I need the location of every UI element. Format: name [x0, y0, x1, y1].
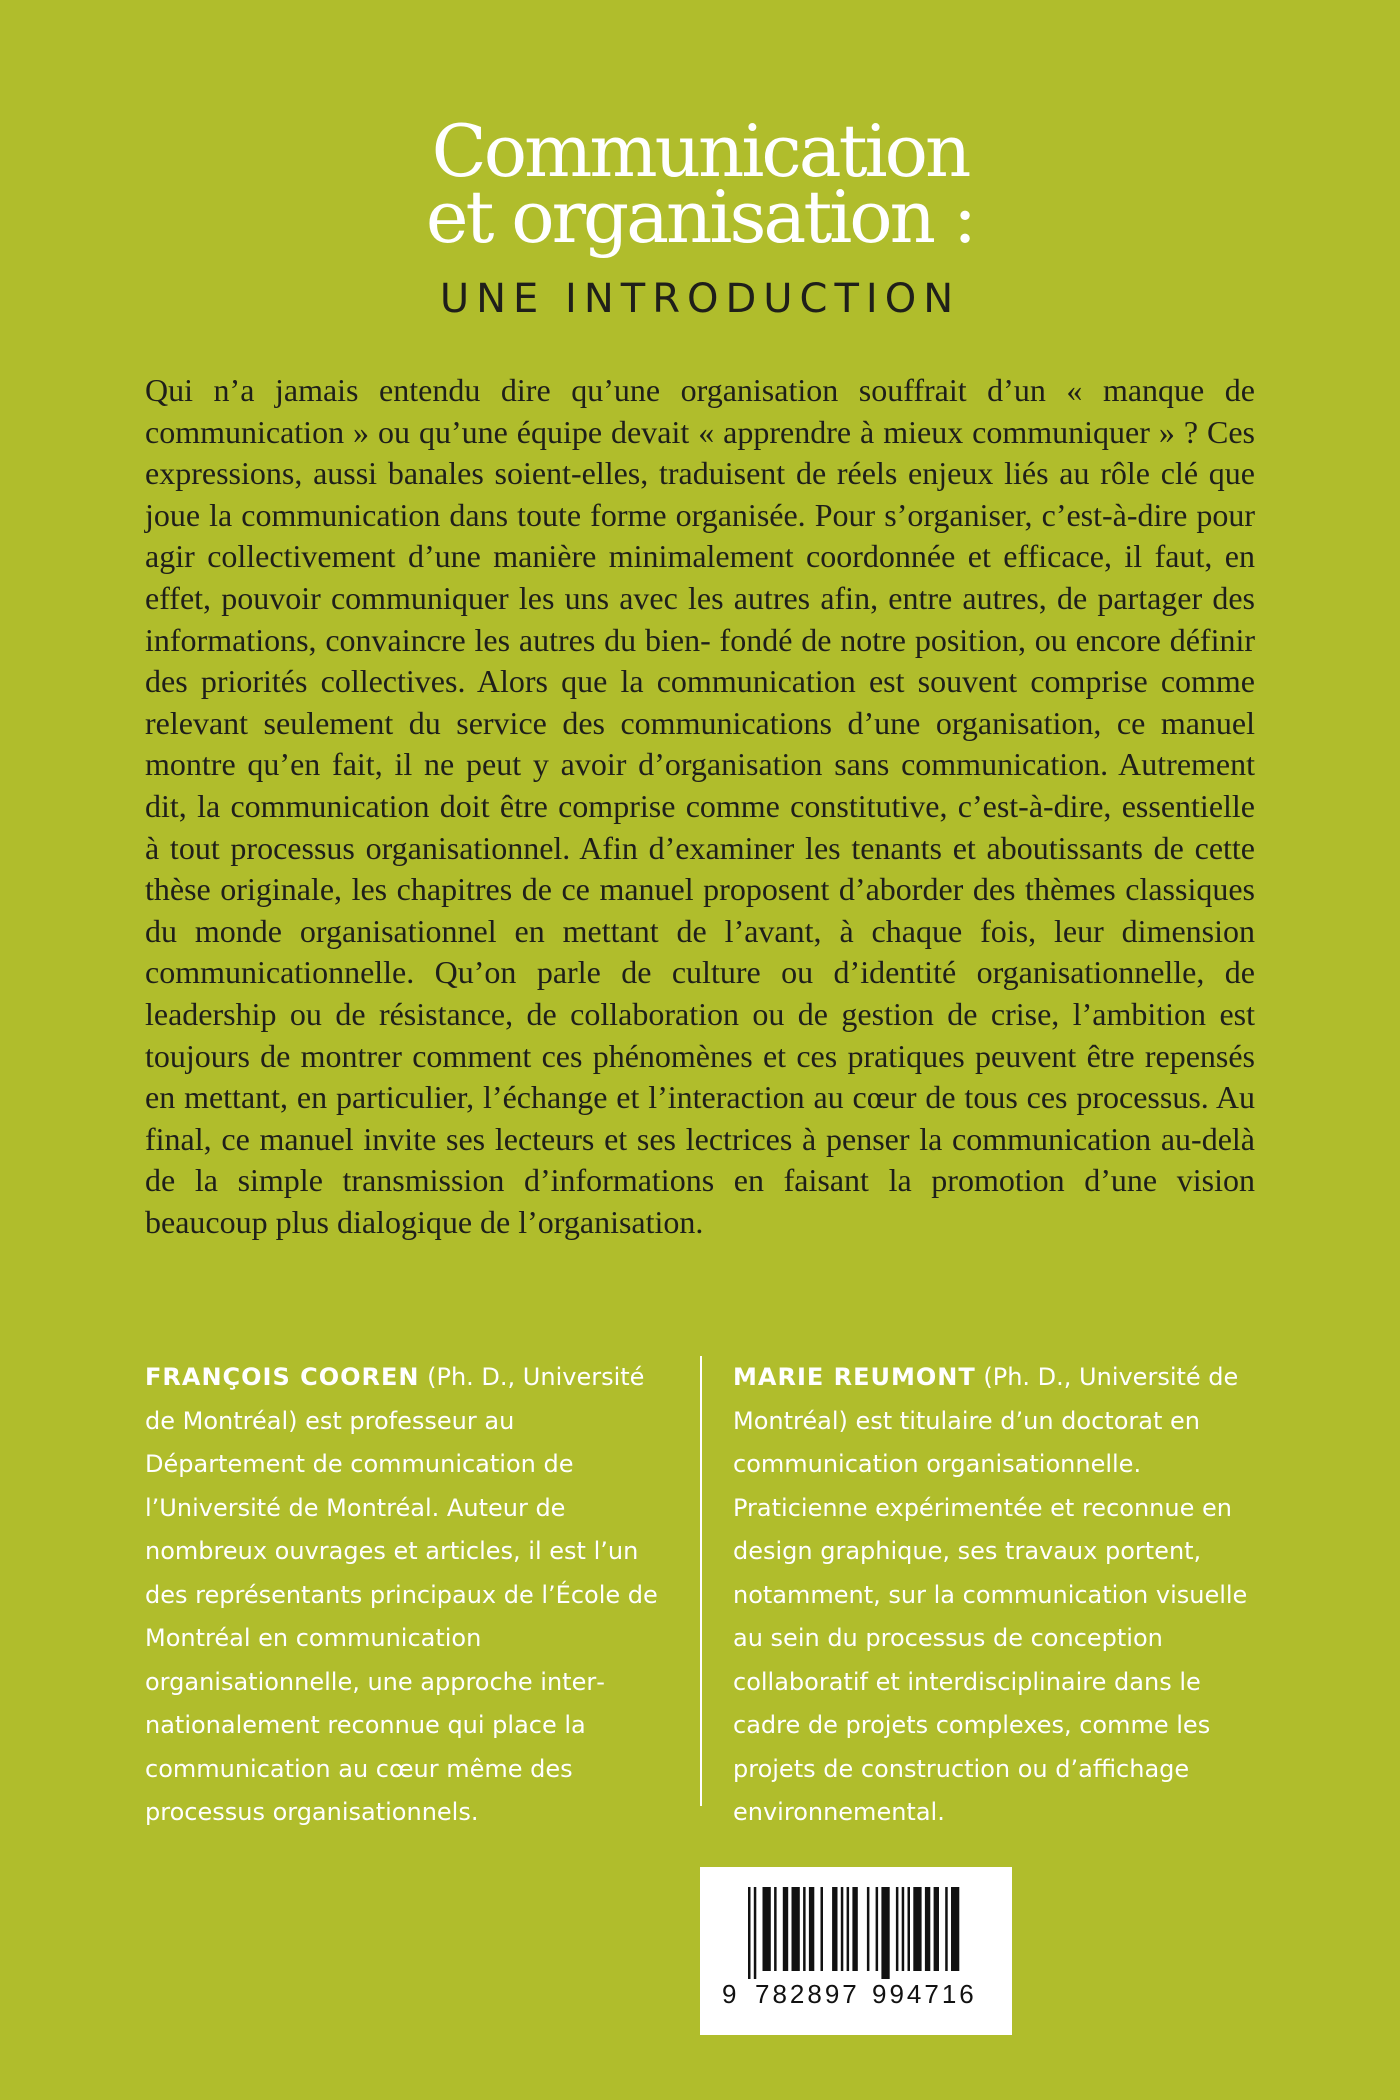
back-cover-description: Qui n’a jamais entendu dire qu’une organisation souffrait d’un « manque de communication » ou qu’une équipe devait « apprendre à mieux communiquer » ? Ces expressions, aussi banales soient-elles, traduisent de réels enjeux liés au rôle clé que joue la communication dans toute forme organisée. Pour s’organiser, c’est-à-dire pour agir collectivement d’une manière minimalement coordonnée et efficace, il faut, en effet, pouvoir communiquer les uns avec les autres afin, entre autres, de partager des informations, convaincre les autres du bien- fondé de notre position, ou encore définir des priorités collectives. Alors que la communication est souvent comprise comme relevant seulement du service des communications d’une organisation, ce manuel montre qu’en fait, il ne peut y avoir d’organisation sans communication. Autrement dit, la communication doit être comprise comme constitutive, c’est-à-dire, essentielle à tout processus organisationnel. Afin d’examiner les tenants et aboutissants de cette thèse originale, les chapitres de ce manuel proposent d’aborder des thèmes classiques du monde organisationnel en mettant de l’avant, à chaque fois, leur dimension communicationnelle. Qu’on parle de culture ou d’identité organisationnelle, de leadership ou de résistance, de collaboration ou de gestion de crise, l’ambition est toujours de montrer comment ces phénomènes et ces pratiques peuvent être repensés en mettant, en particulier, l’échange et l’interaction au cœur de tous ces processus. Au final, ce manuel invite ses lecteurs et ses lectrices à penser la communication au-delà de la simple transmission d’informations en faisant la promotion d’une vision beaucoup plus dialogique de l’organisation. — [145, 372, 1255, 1240]
barcode-bar — [774, 1887, 777, 1971]
author-bio-reumont — [733, 1356, 1258, 1835]
barcode-bar — [748, 1887, 751, 1979]
author-bio-text-cooren: (Ph. D., Université de Montréal) est professeur au Département de communication de l’Université de Montréal. Auteur de nombreux ouvrages et articles, il est l’un des représentants principaux de l’École de Montréal en communication organisationnelle, une approche internationalement reconnue qui place la communication au cœur même des processus organisationnels. — [145, 1363, 658, 1826]
barcode-bar — [925, 1887, 930, 1971]
barcode-bar — [934, 1887, 939, 1971]
barcode-bar — [803, 1887, 806, 1971]
barcode-bar — [754, 1887, 757, 1979]
title-line-2: et organisation : — [425, 175, 975, 259]
subtitle: UNE INTRODUCTION — [439, 276, 961, 322]
isbn-left-group: 782897 — [755, 1979, 860, 2009]
isbn-right-group: 994716 — [872, 1979, 977, 2009]
barcode-bar — [945, 1887, 948, 1971]
barcode-bar — [908, 1887, 911, 1971]
title-line-1: Communication — [431, 109, 969, 193]
author-bio-cooren — [145, 1356, 675, 1835]
barcode-bar — [951, 1887, 959, 1971]
barcode-bar — [847, 1887, 850, 1971]
author-bio-text-reumont: (Ph. D., Université de Montréal) est titulaire d’un doctorat en communication organisationnelle. Praticienne expérimentée et reconnue en design graphique, ses travaux portent, notamment, sur la communication visuelle au sein du processus de conception collaboratif et interdisciplinaire dans le cadre de projets complexes, comme les projets de construction ou d’affichage environnemental. — [733, 1363, 1248, 1826]
isbn-first-digit: 9 — [722, 1979, 737, 2009]
barcode-bar — [881, 1887, 889, 1979]
barcode-bar — [876, 1887, 879, 1971]
barcode-bar — [902, 1887, 905, 1971]
barcode-bar — [896, 1887, 899, 1971]
barcode-bar — [792, 1887, 800, 1971]
barcode-bar — [809, 1887, 814, 1971]
barcode-bar — [852, 1887, 857, 1971]
barcode-bar — [763, 1887, 771, 1971]
barcode-bar — [841, 1887, 844, 1971]
column-divider — [700, 1356, 702, 1806]
barcode-bar — [821, 1887, 824, 1971]
barcode-bar — [867, 1887, 870, 1971]
isbn-barcode — [700, 1867, 1012, 2035]
author-name-cooren: FRANÇOIS COOREN — [145, 1363, 420, 1391]
barcode-bar — [913, 1887, 921, 1971]
barcode-bars — [748, 1887, 968, 1979]
title-block — [0, 109, 1400, 322]
barcode-bar — [832, 1887, 837, 1971]
author-name-reumont: MARIE REUMONT — [733, 1363, 976, 1391]
barcode-bar — [783, 1887, 788, 1971]
